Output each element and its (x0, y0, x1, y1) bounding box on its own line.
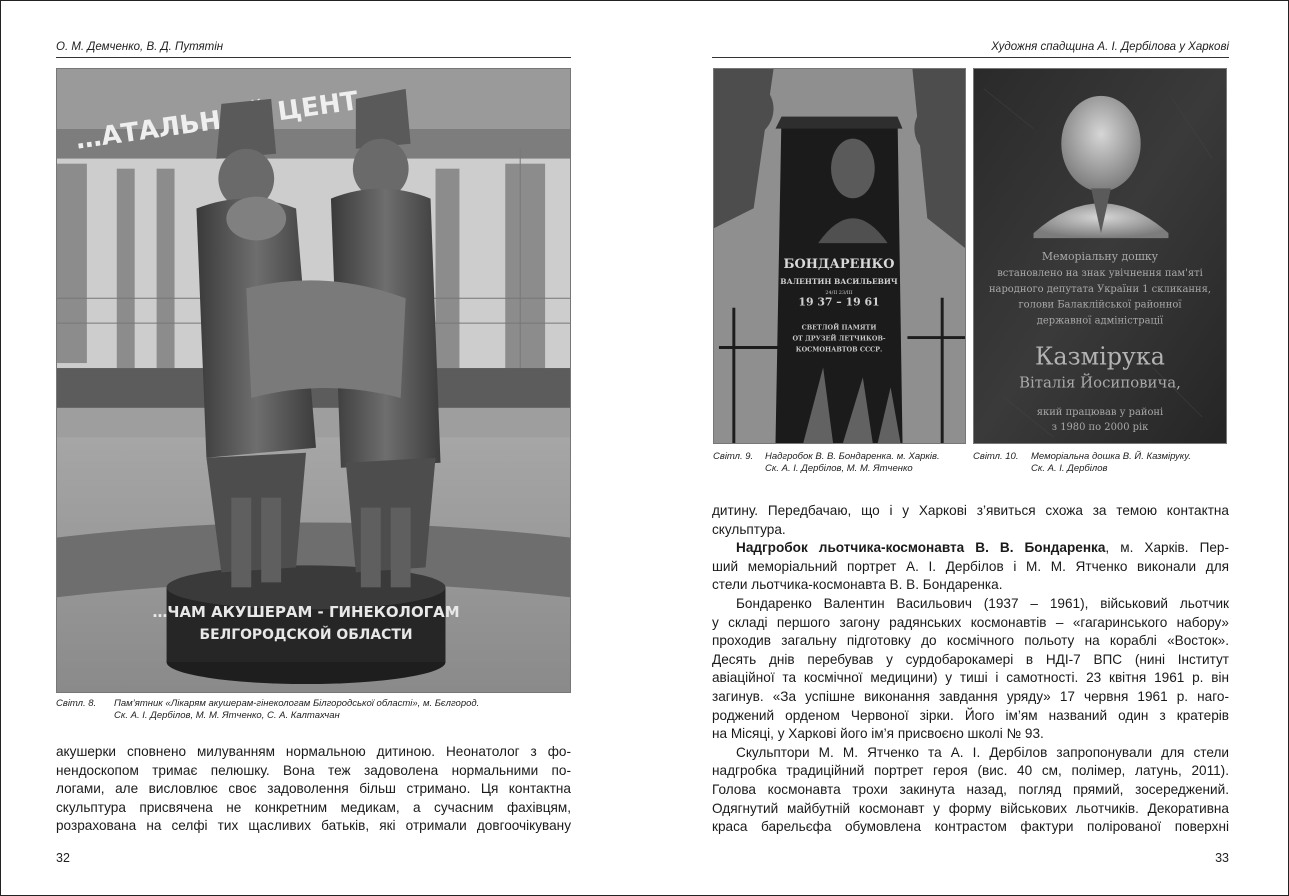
plaque-illustration (974, 69, 1226, 443)
left-body-line: нендоскопом тримає пелюшку. Вона теж задоволена нормальними по- (56, 762, 571, 778)
right-body-text (712, 502, 1229, 837)
right-body-line: Десять днів перебував у сурдобарокамері в НДІ-7 ВПС (нині Інститут (712, 651, 1229, 667)
plaque-text-line: голови Балаклійської районної (1018, 299, 1182, 311)
left-page-number: 32 (56, 851, 70, 865)
monument-photo (56, 68, 571, 693)
right-body-line: проходив загальну підготовку до космічного польоту на кораблі «Восток». (712, 633, 1229, 649)
left-header-rule (56, 57, 571, 58)
left-page (1, 1, 645, 896)
right-body-line (712, 539, 1229, 558)
tombstone-dedication-line: КОСМОНАВТОВ СССР. (795, 345, 883, 354)
figure-9-caption-line2: Ск. А. І. Дербілов, М. М. Ятченко (765, 463, 913, 474)
figure-8-caption-line2: Ск. А. І. Дербілов, М. М. Ятченко, С. А. Калтахчан (114, 710, 340, 721)
right-body-line: у складі першого загону радянських космонавтів – «гагаринського набору» (712, 614, 1229, 630)
tombstone-surname: БОНДАРЕНКО (783, 256, 895, 272)
right-body-line: скульптура. (712, 521, 786, 537)
figure-10-number: Світл. 10. (973, 451, 1019, 462)
right-body-line: Одягнутий майбутній космонавт у форму військових льотчиків. Декоративна (712, 800, 1229, 816)
figure-10-caption-line2: Ск. А. І. Дербілов (1031, 463, 1108, 474)
right-body-line: на Місяці, у Харкові його ім’я присвоєно школі № 93. (712, 726, 1044, 742)
tombstone-name: ВАЛЕНТИН ВАСИЛЬЕВИЧ (780, 276, 898, 286)
right-body-line-tail: , м. Харків. Пер- (1105, 540, 1229, 556)
right-body-line: Бондаренко Валентин Васильович (1937 – 1961), військовий льотчик (736, 595, 1229, 611)
figure-8-caption-line1: Пам’ятник «Лікарям акушерам-гінекологам Білгородської області», м. Бєлгород. (114, 698, 480, 709)
monument-photo-illustration (57, 69, 570, 692)
plaque-text-line: народного депутата України 1 скликання, (988, 283, 1212, 295)
figure-8-number: Світл. 8. (56, 698, 97, 709)
plaque-fullname: Віталія Йосиповича, (1019, 373, 1181, 392)
tombstone-dedication-line: СВЕТЛОЙ ПАМЯТИ (801, 323, 877, 332)
figure-8-caption (56, 698, 571, 722)
tombstone-dates: 19 37 – 19 61 (798, 295, 880, 309)
tombstone-illustration (714, 69, 965, 443)
right-body-line: авіаційної та космічної медицини) у тиші і самотності. 23 квітня 1961 р. він (712, 670, 1229, 686)
right-header-rule (712, 57, 1229, 58)
tombstone-photo (713, 68, 966, 444)
right-page-number: 33 (1215, 851, 1229, 865)
tombstone-dates-days: 24/ΙΙ 23/ΙΙΙ (825, 289, 853, 296)
plaque-surname: Казмірука (1034, 342, 1166, 371)
right-body-line: краса барельєфа обумовлена контрастом фактури полірованої поверхні (712, 819, 1229, 835)
right-body-line: стели льотчика-космонавта В. В. Бондаренка. (712, 577, 1003, 593)
figure-9-caption (713, 451, 971, 475)
right-body-line: роджений орденом Червоної зірки. Його ім’ям названий один з кратерів (712, 707, 1229, 723)
right-body-line: загинув. «За успішне виконання завдання уряду» 17 червня 1961 р. наго- (712, 688, 1229, 704)
left-body-text (56, 743, 571, 836)
left-body-line: скульптура присвячена не конкретним медикам, а сучасним фахівцям, (56, 799, 571, 815)
figure-9-number: Світл. 9. (713, 451, 754, 462)
figure-10-caption-line1: Меморіальна дошка В. Й. Казміруку. (1031, 451, 1192, 462)
building-lettering: …АТАЛЬНЫЙ ЦЕНТ… (73, 82, 386, 156)
right-body-line: надгробка традиційний портрет героя (вис. 40 см, полімер, латунь, 2011). (712, 763, 1229, 779)
right-body-line: дитину. Передбачаю, що і у Харкові з’явиться схожа за темою контактна (712, 503, 1229, 518)
right-running-head: Художня спадщина А. І. Дербілова у Харкові (991, 41, 1229, 53)
plaque-text-line: державної адміністрації (1036, 315, 1164, 327)
left-body-line: акушерки сповнено милуванням нормальною дитиною. Неонатолог з фо- (56, 744, 571, 759)
right-body-line: Скульптори М. М. Ятченко та А. І. Дербілов запропонували для стели (736, 744, 1229, 760)
left-running-head: О. М. Демченко, В. Д. Путятін (56, 41, 224, 53)
section-heading: Надгробок льотчика-космонавта В. В. Бондаренка (736, 540, 1106, 556)
right-body-line: Голова космонавта трохи закинута назад, погляд прямий, зосереджений. (712, 781, 1229, 797)
plaque-text-line: який працював у районі (1036, 407, 1164, 419)
plaque-photo (973, 68, 1227, 444)
plaque-text-line: встановлено на знак увічнення пам'яті (997, 267, 1203, 279)
right-page (645, 1, 1289, 896)
plaque-text-line: з 1980 по 2000 рік (1051, 422, 1149, 434)
plaque-text-line: Меморіальну дошку (1041, 249, 1159, 263)
figure-9-caption-line1: Надгробок В. В. Бондаренка. м. Харків. (765, 451, 940, 462)
tombstone-dedication-line: ОТ ДРУЗЕЙ ЛЕТЧИКОВ- (792, 334, 886, 343)
pedestal-text-bottom: БЕЛГОРОДСКОЙ ОБЛАСТИ (199, 627, 413, 644)
right-body-line: ший меморіальний портрет А. І. Дербілов і М. М. Ятченко виконали для (712, 558, 1229, 574)
left-body-line: логами, але висловлює своє задоволення більш стримано. Ця контактна (56, 781, 571, 797)
pedestal-text-top: …ЧАМ АКУШЕРАМ - ГИНЕКОЛОГАМ (152, 603, 460, 622)
left-body-line: розрахована на селфі тих щасливих батьків, які отримали довгоочікувану (56, 818, 571, 834)
figure-10-caption (973, 451, 1231, 475)
